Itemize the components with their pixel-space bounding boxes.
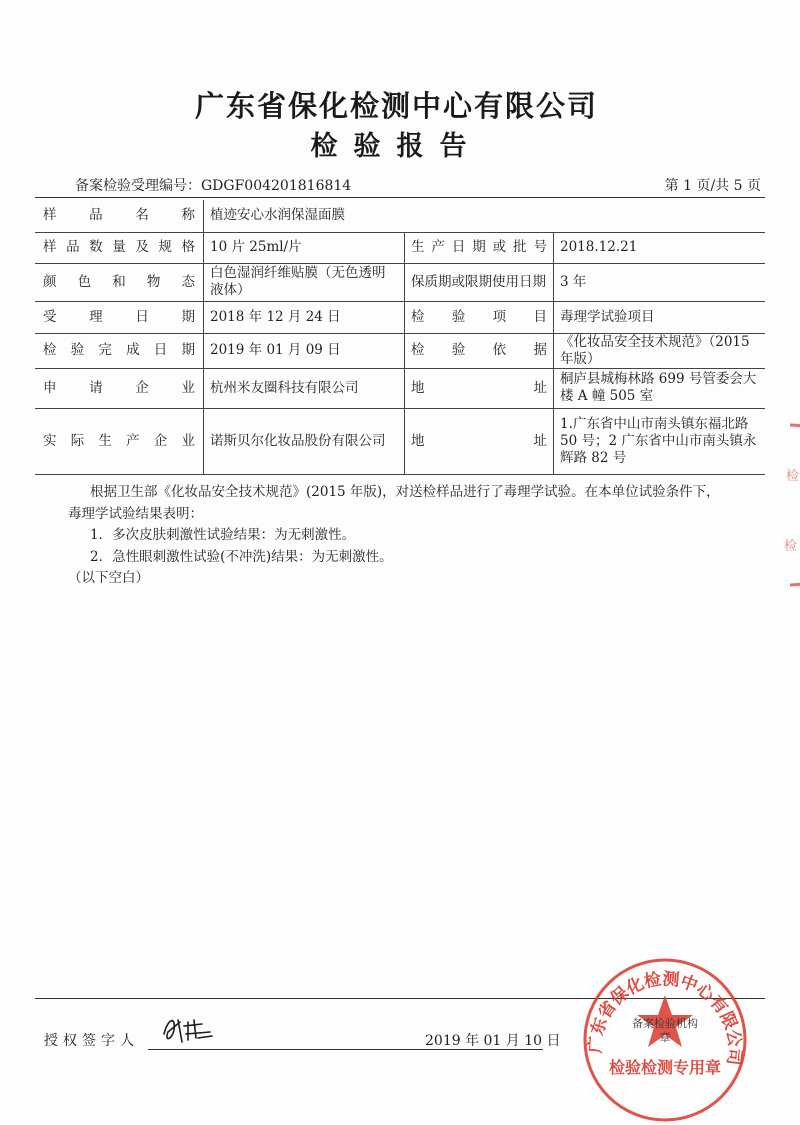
label-char: 批 bbox=[513, 239, 527, 255]
label-manufacturer-addr bbox=[405, 408, 554, 474]
label-char: 完 bbox=[98, 342, 112, 358]
label-char: 日 bbox=[153, 342, 168, 358]
label-char: 地 bbox=[411, 432, 425, 449]
label-char: 产 bbox=[431, 239, 445, 255]
sign-date: 2019 年 01 月 10 日 bbox=[425, 1033, 561, 1049]
label-char: 请 bbox=[89, 379, 103, 396]
seal-bottom-text: 检验检测专用章 bbox=[608, 1058, 722, 1077]
seal-center-text-2: 章 bbox=[659, 1031, 671, 1044]
label-char: 颜 bbox=[43, 273, 57, 290]
table-row bbox=[35, 368, 765, 408]
label-char: 申 bbox=[43, 379, 57, 396]
label-char: 样 bbox=[43, 239, 57, 255]
label-char: 业 bbox=[181, 432, 195, 449]
label-char: 项 bbox=[492, 308, 507, 325]
label-completed bbox=[35, 333, 204, 368]
label-char: 和 bbox=[112, 273, 126, 290]
label-char: 产 bbox=[126, 432, 140, 449]
label-char: 企 bbox=[135, 379, 149, 396]
table-row bbox=[35, 232, 765, 263]
value-quantity: 10 片 25ml/片 bbox=[204, 232, 405, 263]
label-char: 期 bbox=[472, 239, 486, 255]
result-item: 2．急性眼刺激性试验(不冲洗)结果：为无刺激性。 bbox=[90, 548, 393, 565]
label-char: 保质期或限期使用日期 bbox=[411, 273, 546, 290]
label-color bbox=[35, 263, 204, 301]
signature-image bbox=[158, 1008, 218, 1048]
sign-label: 授权签字人 bbox=[44, 1033, 139, 1049]
label-shelf-life bbox=[405, 263, 554, 301]
info-table bbox=[35, 200, 765, 475]
label-char: 色 bbox=[77, 273, 92, 290]
label-char: 期 bbox=[181, 342, 195, 358]
label-char: 际 bbox=[70, 432, 85, 449]
label-quantity bbox=[35, 232, 204, 263]
label-char: 格 bbox=[181, 239, 195, 255]
label-char: 品 bbox=[89, 207, 103, 224]
label-char: 目 bbox=[533, 308, 547, 325]
table-row bbox=[35, 333, 765, 368]
report-title: 检验报告 bbox=[310, 131, 483, 162]
label-char: 日 bbox=[135, 308, 149, 325]
label-char: 地 bbox=[411, 379, 425, 396]
value-batch: 2018.12.21 bbox=[554, 232, 766, 263]
value-color: 白色湿润纤维贴膜（无色透明液体） bbox=[204, 263, 405, 301]
label-test-item bbox=[405, 301, 554, 333]
label-char: 受 bbox=[43, 308, 57, 325]
label-char: 生 bbox=[411, 239, 425, 255]
side-seal-text: 检 bbox=[786, 469, 800, 484]
header-rule bbox=[35, 197, 765, 198]
blank-note: （以下空白） bbox=[68, 570, 149, 586]
value-sample-name: 植迹安心水润保湿面膜 bbox=[204, 200, 766, 232]
body-paragraph: 毒理学试验结果表明： bbox=[68, 505, 203, 522]
value-basis: 《化妆品安全技术规范》（2015 年版） bbox=[554, 333, 766, 368]
label-char: 日 bbox=[451, 239, 466, 255]
label-char: 或 bbox=[492, 239, 507, 255]
label-char: 验 bbox=[451, 342, 466, 358]
label-char: 址 bbox=[533, 379, 547, 396]
label-char: 检 bbox=[411, 342, 425, 358]
value-manufacturer: 诺斯贝尔化妆品股份有限公司 bbox=[204, 408, 405, 474]
label-char: 数 bbox=[89, 239, 103, 255]
label-char: 规 bbox=[158, 239, 172, 255]
label-char: 检 bbox=[43, 342, 57, 358]
label-char: 依 bbox=[492, 342, 507, 358]
label-char: 量 bbox=[112, 239, 126, 255]
label-char: 称 bbox=[181, 207, 195, 224]
value-applicant: 杭州米友圈科技有限公司 bbox=[204, 368, 405, 408]
label-char: 理 bbox=[89, 308, 103, 325]
table-row bbox=[35, 263, 765, 301]
table-row bbox=[35, 408, 765, 474]
value-received: 2018 年 12 月 24 日 bbox=[204, 301, 405, 333]
value-shelf-life: 3 年 bbox=[554, 263, 766, 301]
result-body bbox=[35, 482, 765, 590]
label-char: 品 bbox=[66, 239, 80, 255]
registration-number: 备案检验受理编号：GDGF004201816814 bbox=[75, 178, 352, 194]
side-seal-fragment bbox=[760, 420, 800, 590]
label-char: 名 bbox=[135, 207, 149, 224]
label-char: 生 bbox=[98, 432, 112, 449]
label-basis bbox=[405, 333, 554, 368]
label-char: 据 bbox=[533, 342, 547, 358]
label-char: 成 bbox=[126, 342, 140, 358]
label-char: 实 bbox=[43, 432, 57, 449]
table-row bbox=[35, 301, 765, 333]
label-char: 样 bbox=[43, 207, 57, 224]
page-info: 第 1 页/共 5 页 bbox=[664, 178, 761, 194]
seal-center-text: 备案检验机构 bbox=[632, 1017, 698, 1030]
result-item: 1．多次皮肤刺激性试验结果：为无刺激性。 bbox=[90, 527, 356, 543]
label-batch bbox=[405, 232, 554, 263]
label-applicant-addr bbox=[405, 368, 554, 408]
label-applicant bbox=[35, 368, 204, 408]
label-char: 验 bbox=[451, 308, 466, 325]
official-seal bbox=[580, 955, 750, 1125]
label-char: 企 bbox=[153, 432, 168, 449]
label-manufacturer bbox=[35, 408, 204, 474]
label-char: 业 bbox=[181, 379, 195, 396]
value-manufacturer-addr: 1.广东省中山市南头镇东福北路 50 号；2 广东省中山市南头镇永辉路 82 号 bbox=[554, 408, 766, 474]
value-test-item: 毒理学试验项目 bbox=[554, 301, 766, 333]
body-paragraph: 根据卫生部《化妆品安全技术规范》(2015 年版)，对送检样品进行了毒理学试验。在本单位试验条件下， bbox=[90, 484, 720, 500]
label-char: 及 bbox=[135, 239, 149, 255]
label-char: 号 bbox=[533, 239, 547, 255]
side-seal-text-2: 检 bbox=[784, 539, 798, 554]
label-char: 址 bbox=[533, 432, 547, 449]
registration-line bbox=[35, 175, 765, 195]
table-row bbox=[35, 200, 765, 232]
org-title: 广东省保化检测中心有限公司 bbox=[194, 89, 598, 123]
value-applicant-addr: 桐庐县城梅林路 699 号管委会大楼 A 幢 505 室 bbox=[554, 368, 766, 408]
label-char: 期 bbox=[181, 308, 195, 325]
label-char: 验 bbox=[70, 342, 85, 358]
label-sample-name bbox=[35, 200, 204, 232]
label-char: 检 bbox=[411, 308, 425, 325]
value-completed: 2019 年 01 月 09 日 bbox=[204, 333, 405, 368]
label-received bbox=[35, 301, 204, 333]
label-char: 态 bbox=[181, 273, 195, 290]
label-char: 物 bbox=[146, 273, 161, 290]
seal-ring-text: 广东省保化检测中心有限公司 bbox=[585, 969, 745, 1067]
